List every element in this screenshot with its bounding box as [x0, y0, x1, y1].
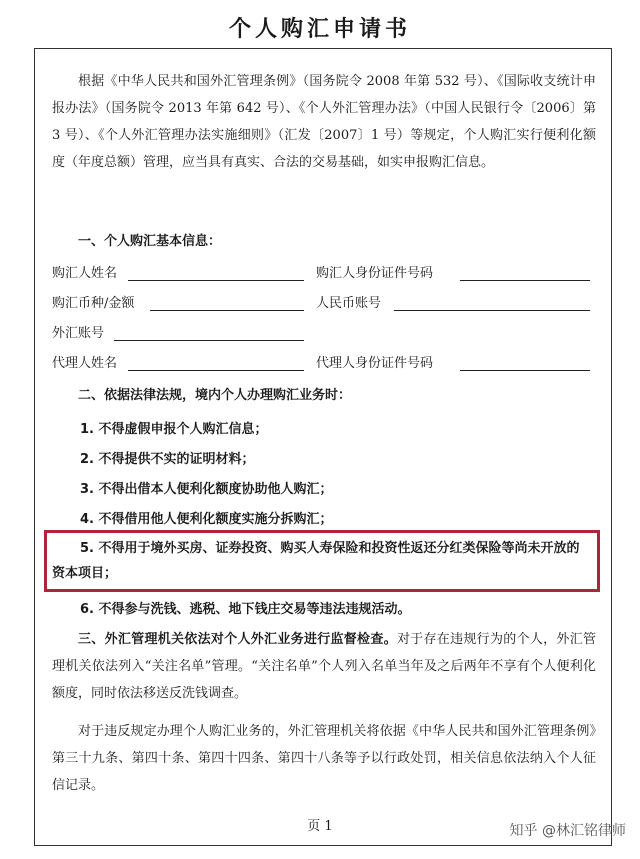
rule-item-1: 1. 不得虚假申报个人购汇信息；	[80, 422, 268, 437]
buyer-name-field[interactable]	[128, 280, 304, 281]
fx-account-label: 外汇账号	[52, 326, 105, 341]
rule-item-6: 6. 不得参与洗钱、逃税、地下钱庄交易等违法违规活动。	[80, 602, 411, 617]
agent-id-field[interactable]	[460, 370, 590, 371]
watermark: 知乎 @林汇铭律师	[509, 823, 626, 839]
agent-name-field[interactable]	[128, 370, 304, 371]
closing-paragraph: 对于违反规定办理个人购汇业务的，外汇管理机关将依据《中华人民共和国外汇管理条例》第三十九条、第四十条、第四十四条、第四十八条等予以行政处罚，相关信息依法纳入个人征信记录。	[52, 724, 596, 793]
intro-paragraph: 根据《中华人民共和国外汇管理条例》（国务院令 2008 年第 532 号）、《国际收支统计申报办法》（国务院令 2013 年第 642 号）、《个人外汇管理办法》（中国人民银行令〔2006〕第 3 号）、《个人外汇管理办法实施细则》（汇发〔2007〕1 号）等规定，个人购汇实行便利化额度（年度总额）管理，应当具有真实、合法的交易基础，如实申报购汇信息。	[52, 74, 596, 170]
document-title: 个人购汇申请书	[228, 17, 411, 42]
rmb-account-field[interactable]	[394, 310, 590, 311]
form-row-1	[52, 262, 596, 286]
page-number: 页 1	[307, 819, 333, 834]
buyer-id-field[interactable]	[460, 280, 590, 281]
fx-account-field[interactable]	[114, 340, 304, 341]
currency-amount-field[interactable]	[150, 310, 304, 311]
currency-amount-label: 购汇币种/金额	[52, 296, 135, 311]
section3-heading: 三、外汇管理机关依法对个人外汇业务进行监督检查。	[78, 632, 397, 647]
section1-heading: 一、个人购汇基本信息：	[78, 234, 222, 249]
rmb-account-label: 人民币账号	[316, 296, 382, 311]
rule-item-5: 5. 不得用于境外买房、证券投资、购买人寿保险和投资性返还分红类保险等尚未开放的资本项目；	[52, 541, 580, 581]
agent-id-label: 代理人身份证件号码	[316, 356, 434, 371]
form-row-2	[52, 292, 596, 316]
buyer-name-label: 购汇人姓名	[52, 266, 118, 281]
form-row-4	[52, 352, 596, 376]
section3-paragraph	[52, 626, 596, 707]
buyer-id-label: 购汇人身份证件号码	[316, 266, 434, 281]
section2-heading: 二、依据法律法规，境内个人办理购汇业务时：	[78, 388, 352, 403]
rule-item-2: 2. 不得提供不实的证明材料；	[80, 452, 255, 467]
form-row-3	[52, 322, 596, 346]
section3-text: 对于存在违规行为的个人，外汇管理机关依法列入“关注名单”管理。“关注名单”个人列入名单当年及之后两年不享有个人便利化额度，同时依法移送反洗钱调查。	[52, 632, 596, 701]
rule-item-4: 4. 不得借用他人便利化额度实施分拆购汇；	[80, 512, 333, 527]
rule-item-3: 3. 不得出借本人便利化额度协助他人购汇；	[80, 482, 333, 497]
agent-name-label: 代理人姓名	[52, 356, 118, 371]
